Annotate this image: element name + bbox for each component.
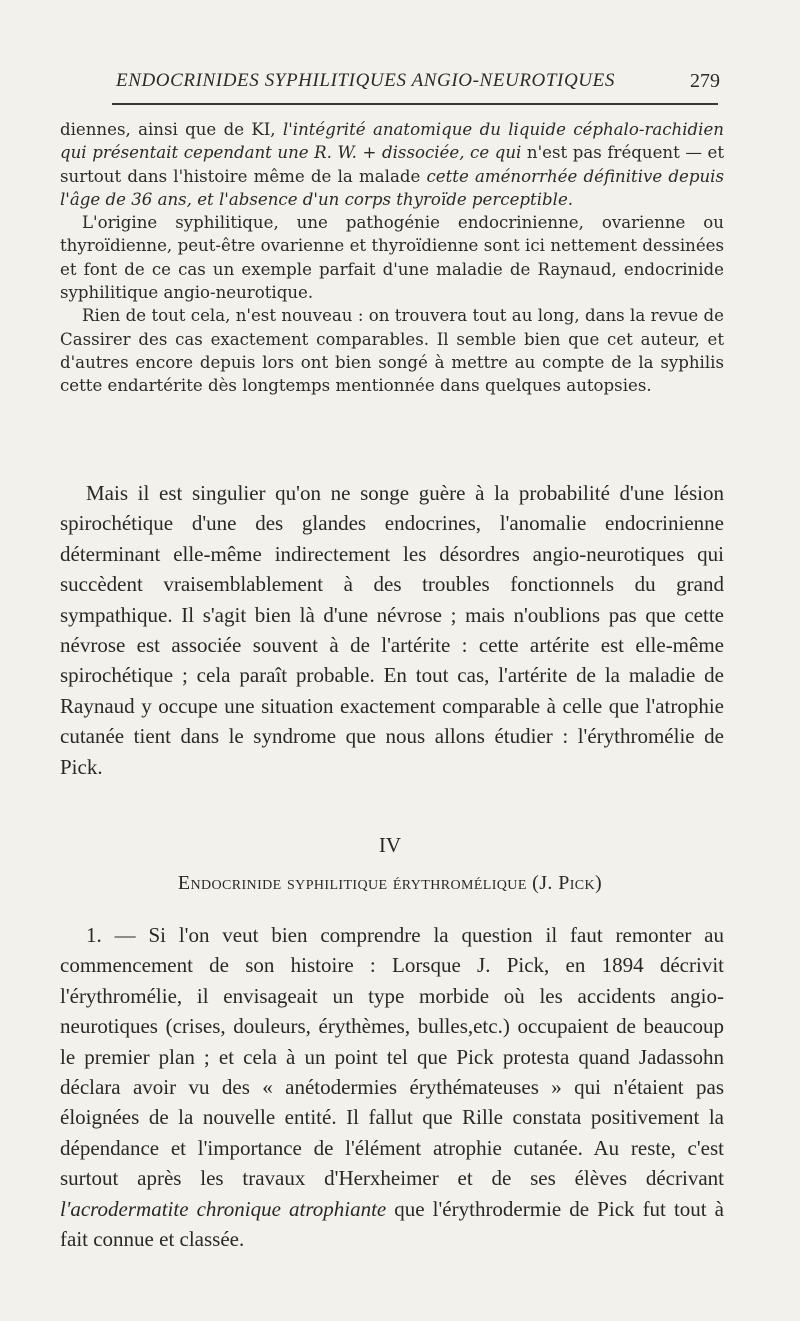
paragraph: Rien de tout cela, n'est nouveau : on trouvera tout au long, dans la revue de Cassirer des cas exactement comparables. Il semble bien que cet auteur, et d'autres encore depuis lors ont bien songé à mettre au compte de la syphilis cette endartérite dès longtemps mentionnée dans quelques autopsies. (60, 306, 724, 396)
section-title: Endocrinide syphilitique érythromélique (J. Pick) (177, 872, 603, 894)
page-number: 279 (690, 70, 720, 92)
italic-run: cette aménorrhée définitive depuis l'âge de 36 ans, et l'absence d'un corps thyroïde perceptible. (60, 166, 724, 209)
section-body-block (60, 920, 724, 1254)
text-run: diennes, ainsi que de KI, (60, 120, 283, 139)
small-print-block (60, 118, 724, 398)
header-rule (112, 103, 718, 105)
body-text-block (60, 478, 724, 782)
paragraph: Mais il est singulier qu'on ne songe guère à la probabilité d'une lésion spirochétique d'une des glandes endocrines, l'anomalie endocrinienne déterminant elle-même indirectement les désordres angio-neurotiques qui succèdent vraisemblablement à des troubles fonctionnels du grand sympathique. Il s'agit bien là d'une névrose ; mais n'oublions pas que cette névrose est associée souvent à de l'artérite : cette artérite est elle-même spirochétique ; cela paraît probable. En tout cas, l'artérite de la maladie de Raynaud y occupe une situation exactement comparable à celle que l'atrophie cutanée tient dans le syndrome que nous allons étudier : l'érythromélie de Pick. (60, 481, 724, 779)
text-run: que l'érythrodermie de Pick fut tout à fait connue et classée. (60, 1196, 725, 1252)
text-run: 1. — Si l'on veut bien comprendre la question il faut remonter au commencement de son histoire : Lorsque J. Pick, en 1894 décrivit l'érythromélie, il envisageait un type morbide où les accidents angio-neurotiques (crises, douleurs, érythèmes, bulles,etc.) occupaient de beaucoup le premier plan ; et cela à un point tel que Pick protesta quand Jadassohn déclara avoir vu des « anétodermies érythémateuses » qui n'étaient pas éloignées de la nouvelle entité. Il fallut que Rille constata positivement la dépendance et l'importance de l'élément atrophie cutanée. Au reste, c'est surtout après les travaux d'Herxheimer et de ses élèves décrivant (60, 923, 724, 1191)
italic-run: l'intégrité anatomique du liquide céphalo-rachidien qui présentait cependant une R. W. + dissociée, ce qui (60, 120, 724, 163)
paragraph: L'origine syphilitique, une pathogénie endocrinienne, ovarienne ou thyroïdienne, peut-être ovarienne et thyroïdienne sont ici nettement dessinées et font de ce cas un exemple parfait d'une maladie de Raynaud, endocrinide syphilitique angio-neurotique. (60, 213, 724, 303)
paragraph (60, 118, 724, 211)
section-numeral: IV (378, 833, 402, 857)
text-run: n'est pas fréquent — et surtout dans l'histoire même de la malade (60, 143, 724, 186)
paragraph (60, 920, 724, 1254)
running-title: ENDOCRINIDES SYPHILITIQUES ANGIO-NEUROTIQUES (116, 70, 615, 91)
italic-run: l'acrodermatite chronique atrophiante (60, 1196, 387, 1221)
running-header (112, 64, 722, 100)
